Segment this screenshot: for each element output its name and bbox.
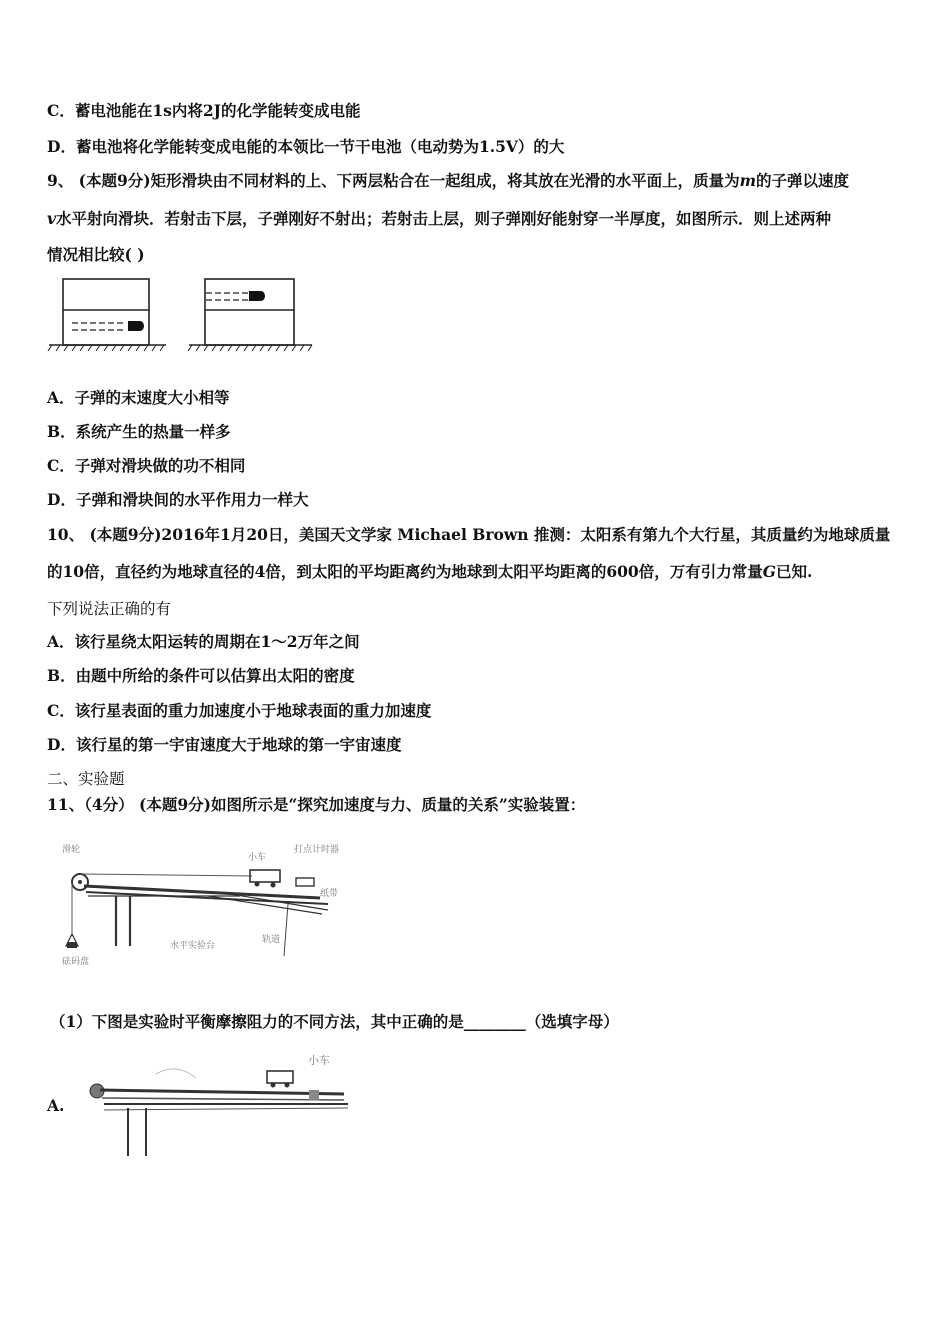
q10-stem-line3: 下列说法正确的有: [47, 600, 172, 618]
q11-option-a-figure: [86, 1050, 354, 1162]
q8-option-c: C．蓄电池能在1s内将2J的化学能转变成电能: [47, 101, 361, 120]
q9-option-a: A．子弹的末速度大小相等: [47, 388, 230, 407]
optA-cart-label: 小车: [308, 1054, 330, 1067]
q11-option-a-label: A.: [47, 1096, 65, 1115]
q10-option-b: B．由题中所给的条件可以估算出太阳的密度: [47, 666, 355, 685]
label-pulley: 滑轮: [62, 845, 81, 855]
q9-stem-line1: 9、 (本题9分)矩形滑块由不同材料的上、下两层粘合在一起组成，将其放在光滑的水平面上，质量为m的子弹以速度: [47, 171, 850, 190]
q10-option-d: D．该行星的第一宇宙速度大于地球的第一宇宙速度: [47, 735, 402, 754]
q10-option-a: A．该行星绕太阳运转的周期在1～2万年之间: [47, 632, 360, 651]
q10-stem-line1: 10、 (本题9分)2016年1月20日，美国天文学家 Michael Brown 推测：太阳系有第九个大行星，其质量约为地球质量: [47, 525, 891, 544]
q9-option-d: D．子弹和滑块间的水平作用力一样大: [47, 490, 309, 509]
label-cart: 小车: [248, 853, 267, 863]
q11-apparatus-figure: [58, 838, 358, 973]
q9-stem-line3: 情况相比较( ): [47, 245, 145, 264]
q9-option-b: B．系统产生的热量一样多: [47, 422, 231, 441]
label-table: 水平实验台: [170, 941, 216, 951]
q9-stem-line2: v水平射向滑块．若射击下层，子弹刚好不射出；若射击上层，则子弹刚好能射穿一半厚度，如图所示．则上述两种: [47, 209, 832, 228]
label-tape: 纸带: [320, 889, 339, 899]
q10-option-c: C．该行星表面的重力加速度小于地球表面的重力加速度: [47, 701, 432, 720]
q9-option-c: C．子弹对滑块做的功不相同: [47, 456, 246, 475]
section-heading: 二、实验题: [47, 770, 125, 788]
q11-sub1: （1）下图是实验时平衡摩擦阻力的不同方法，其中正确的是________（选填字母）: [50, 1012, 619, 1031]
q11-stem: 11、（4分） (本题9分)如图所示是“探究加速度与力、质量的关系”实验装置：: [47, 795, 586, 814]
q10-stem-line2: 的10倍，直径约为地球直径的4倍，到太阳的平均距离约为地球到太阳平均距离的600倍，万有引力常量G已知.: [47, 562, 813, 581]
q8-option-d: D．蓄电池将化学能转变成电能的本领比一节干电池（电动势为1.5V）的大: [47, 137, 565, 156]
label-timer: 打点计时器: [294, 845, 340, 855]
label-track: 轨道: [262, 935, 281, 945]
q9-bullet-block-figure: [46, 274, 316, 356]
label-weights: 砝码盘: [62, 957, 90, 967]
